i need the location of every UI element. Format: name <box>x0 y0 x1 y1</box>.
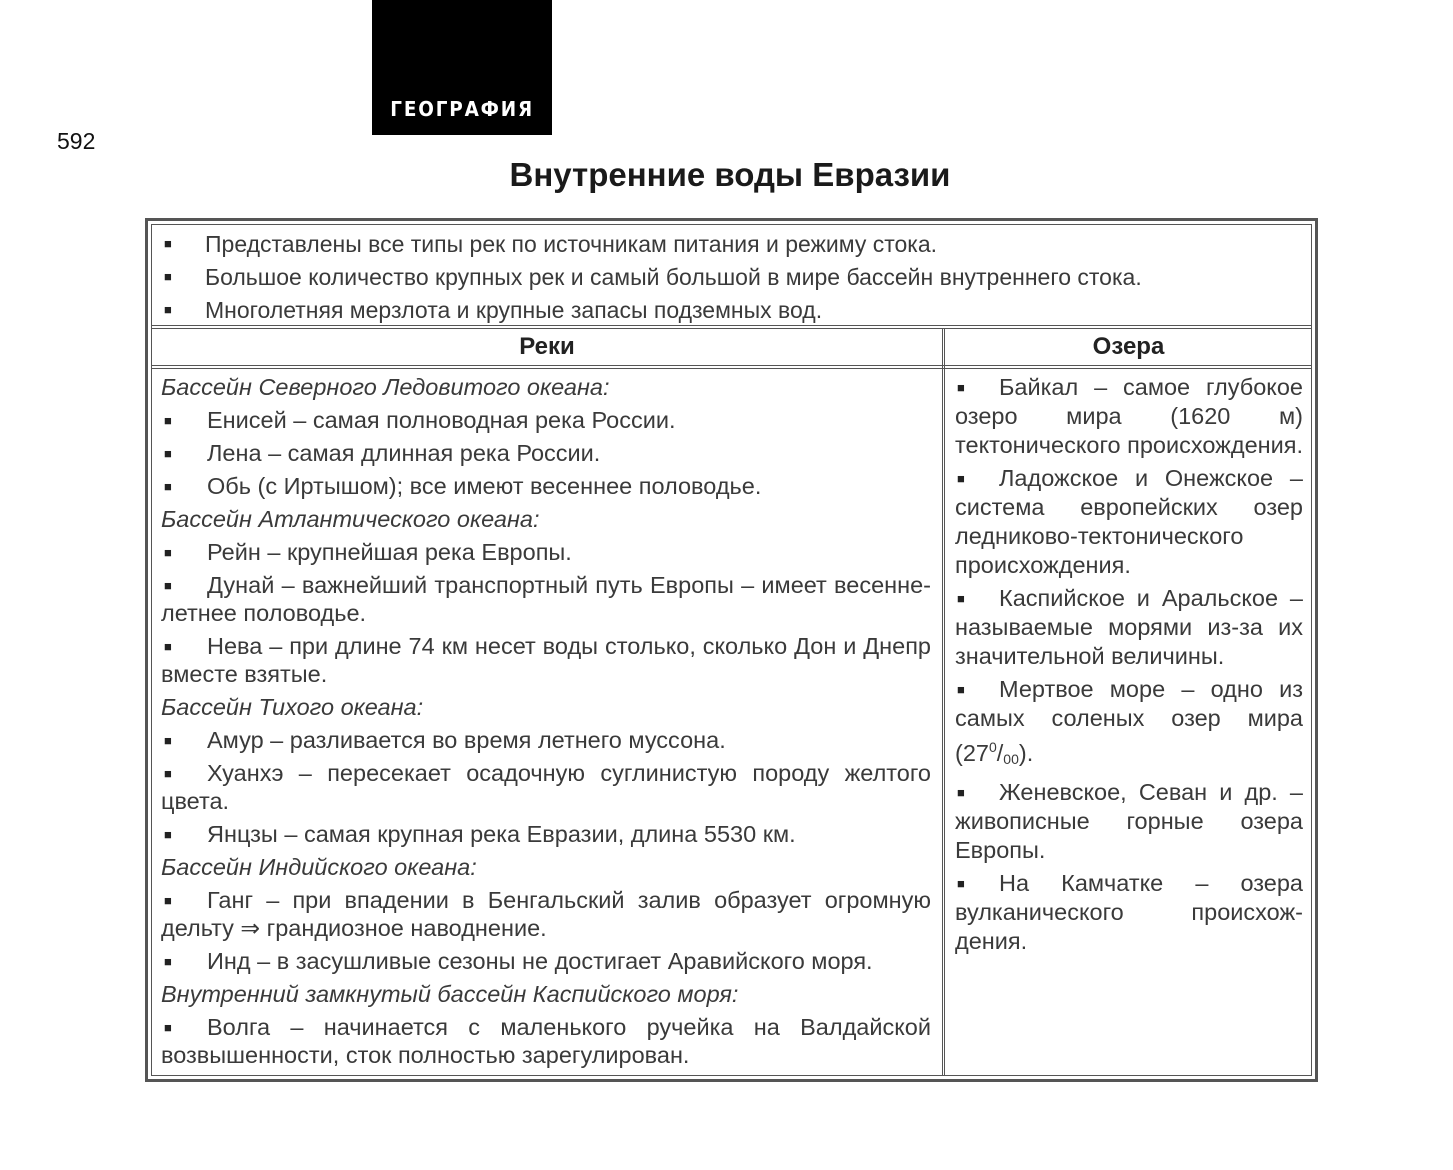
lake-item: ■ На Камчатке – озера вулканического происхождения. <box>955 870 1303 954</box>
bullet-icon: ■ <box>164 954 172 969</box>
section-tab <box>372 0 552 135</box>
salinity-subscript: 00 <box>1003 751 1019 767</box>
basin-title: Бассейн Тихого океана: <box>161 694 424 720</box>
bullet-icon: ■ <box>957 682 965 697</box>
river-item: ■ Амур – разливается во время летнего муссона. <box>161 726 931 754</box>
basin-title: Бассейн Индийского океана: <box>161 854 477 880</box>
lake-item-dead-sea: ■ Мертвое море – одно из самых соленых озер мира $(27^0/_{00})$. <box>955 676 1303 767</box>
bullet-icon: ■ <box>164 269 172 284</box>
river-item: ■ Обь (с Иртышом); все имеют весеннее половодье. <box>161 472 931 500</box>
bullet-icon: ■ <box>164 545 172 560</box>
bullet-icon: ■ <box>957 591 965 606</box>
features-block: ■ Представлены все типы рек по источникам питания и режиму стока. ■ Большое количество крупных рек и самый большой в мире бассейн внутреннего стока. ■ Многолетняя мерзлота и крупные запасы подземных вод. <box>152 225 1311 326</box>
basin-title: Внутренний замкнутый бассейн Каспийского моря: <box>161 981 739 1007</box>
lakes-column <box>955 373 1303 960</box>
basin-title: Бассейн Атлантического океана: <box>161 506 540 532</box>
lake-item: ■ Каспийское и Аральское – называемые морями из-за их значительной величины. <box>955 585 1303 669</box>
bullet-icon: ■ <box>957 380 965 395</box>
bullet-icon: ■ <box>164 639 172 654</box>
bullet-icon: ■ <box>164 893 172 908</box>
column-headers <box>152 329 1311 366</box>
river-item: ■ Дунай – важнейший транспортный путь Европы – имеет весенне-летнее половодье. <box>161 572 931 626</box>
river-item: ■ Лена – самая длинная река России. <box>161 439 931 467</box>
salinity-superscript: 0 <box>988 739 997 755</box>
bullet-icon: ■ <box>164 1020 172 1035</box>
lake-item: ■ Байкал – самое глубокое озеро мира (1620 м) тектонического происхождения. <box>955 374 1304 458</box>
rivers-header: Реки <box>519 333 575 360</box>
section-label: ГЕОГРАФИЯ <box>390 97 534 121</box>
bullet-icon: ■ <box>957 876 965 891</box>
bullet-icon: ■ <box>957 785 965 800</box>
column-divider <box>942 329 945 1075</box>
bullet-icon: ■ <box>164 413 172 428</box>
bullet-icon: ■ <box>164 733 172 748</box>
bullet-icon: ■ <box>164 766 172 781</box>
bullet-icon: ■ <box>164 302 172 317</box>
river-item: ■ Енисей – самая полноводная река России. <box>161 406 931 434</box>
river-item: ■ Хуанхэ – пересекает осадочную суглинистую породу желтого цвета. <box>161 760 931 814</box>
bullet-icon: ■ <box>164 479 172 494</box>
river-item: ■ Ганг – при впадении в Бенгальский залив образует огромную дельту ⇒ грандиозное наводнение. <box>161 887 931 941</box>
bullet-icon: ■ <box>164 578 172 593</box>
river-item: ■ Рейн – крупнейшая река Европы. <box>161 538 931 566</box>
lake-item: ■ Ладожское и Онежское – система европейских озер ледниково-тектонического происхождения. <box>955 465 1303 578</box>
lake-item: ■ Женевское, Севан и др. – живописные горные озера Европы. <box>955 779 1303 863</box>
rivers-column <box>161 373 931 1074</box>
table-inner <box>151 224 1312 1076</box>
page-number: 592 <box>57 128 96 154</box>
river-item: ■ Инд – в засушливые сезоны не достигает Аравийского моря. <box>161 947 931 975</box>
lakes-header: Озера <box>1092 333 1165 360</box>
river-item: ■ Янцзы – самая крупная река Евразии, длина 5530 км. <box>161 820 931 848</box>
basin-title: Бассейн Северного Ледовитого океана: <box>161 374 610 400</box>
divider <box>152 366 1311 369</box>
river-item: ■ Нева – при длине 74 км несет воды столько, сколько Дон и Днепр вместе взятые. <box>161 633 931 687</box>
bullet-icon: ■ <box>164 446 172 461</box>
page-title: Внутренние воды Евразии <box>509 156 951 193</box>
bullet-icon: ■ <box>164 827 172 842</box>
bullet-icon: ■ <box>164 236 172 251</box>
info-table <box>145 218 1318 1082</box>
river-item: ■ Волга – начинается с маленького ручейка на Валдайской возвышенности, сток полностью зарегулирован. <box>161 1014 931 1068</box>
bullet-icon: ■ <box>957 471 965 486</box>
